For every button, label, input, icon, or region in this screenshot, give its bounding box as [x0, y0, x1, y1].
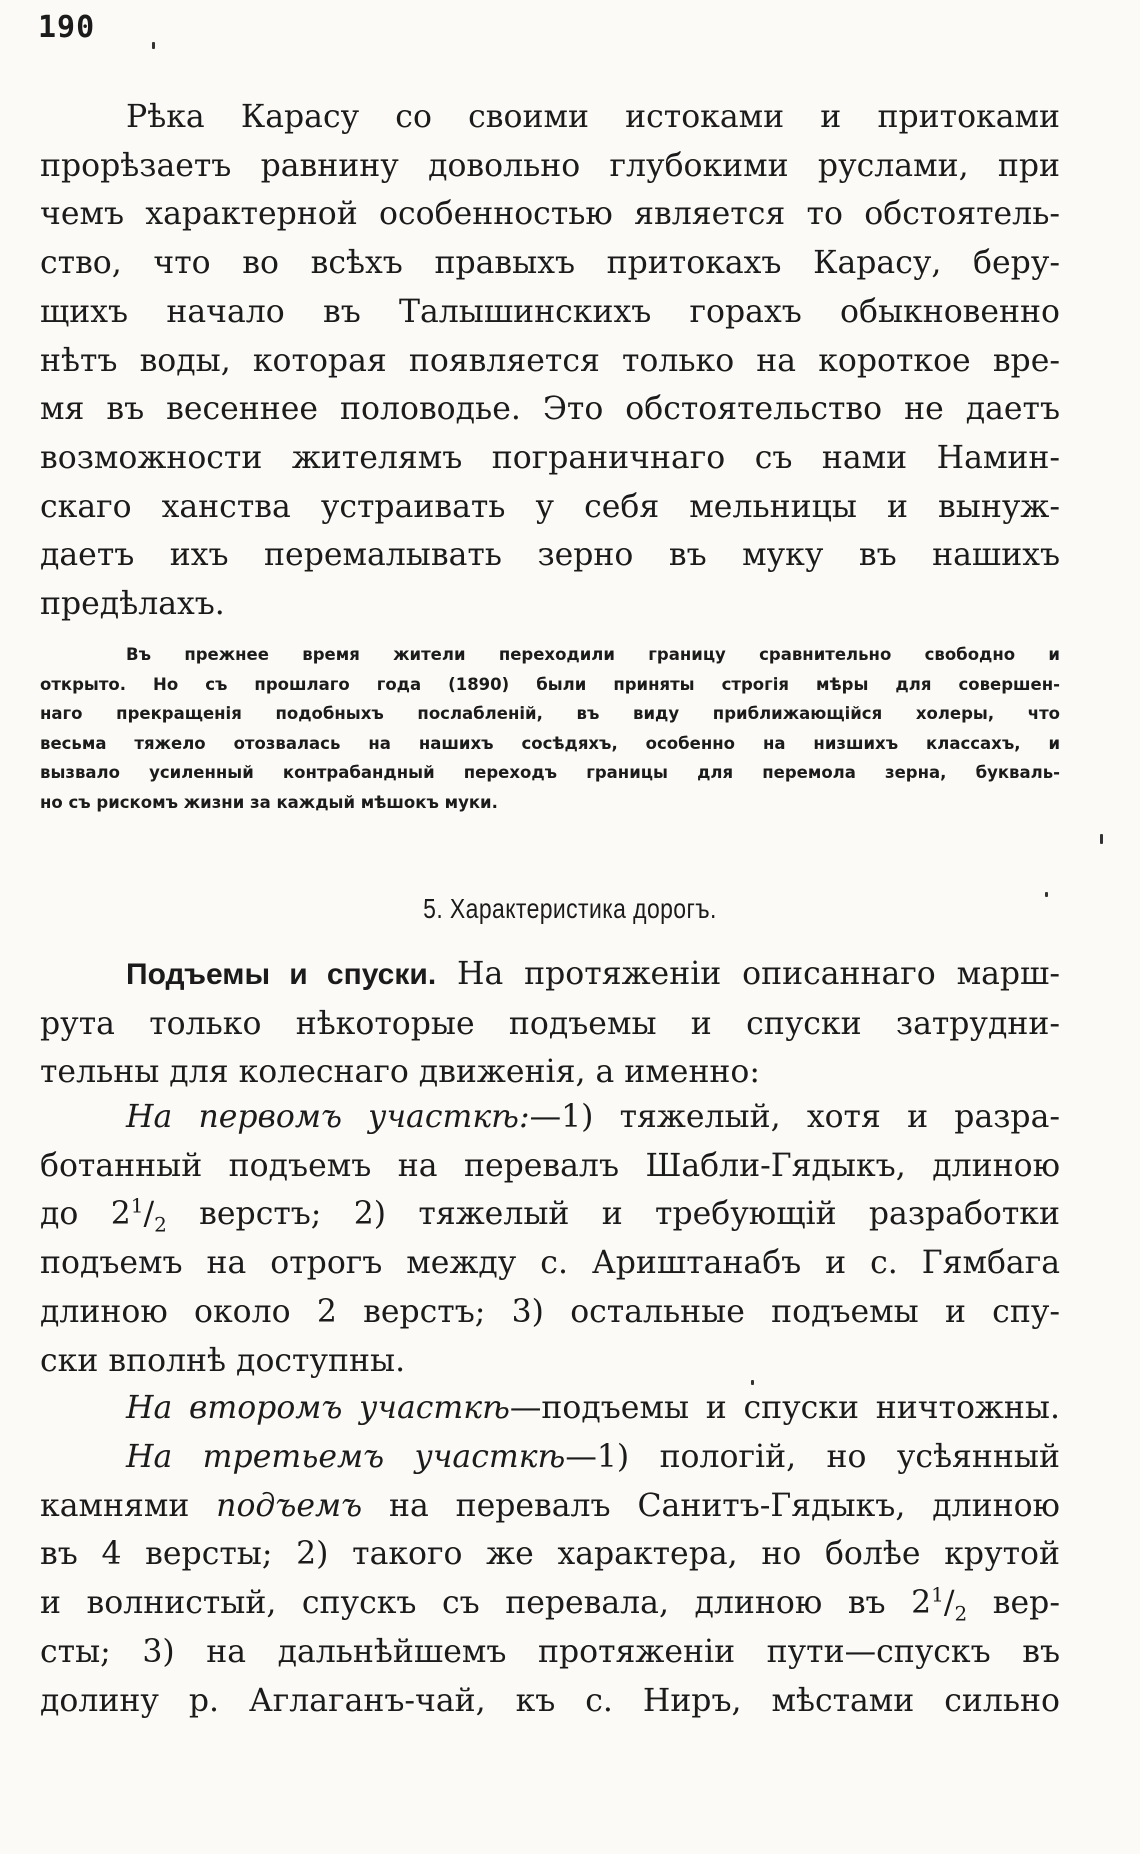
text-fragment: до 2 [40, 1196, 131, 1233]
text-fragment: и волнистый, спускъ съ перевала, длиною въ 2 [40, 1585, 932, 1622]
text-line: рута только нѣкоторые подъемы и спуски затрудни- [40, 1005, 1060, 1042]
footnote-line: Въ прежнее время жители переходили границу сравнительно свободно и [126, 645, 1060, 664]
footnote-line: наго прекращенія подобныхъ послабленій, въ виду приближающійся холеры, что [40, 704, 1060, 723]
text-line: подъемъ на отрогъ между с. Ариштанабъ и с. Гямбага [40, 1245, 1060, 1282]
fraction-denominator: 2 [954, 1601, 968, 1626]
text-line: тельны для колеснаго движенія, а именно: [40, 1054, 761, 1091]
footnote-line: вызвало усиленный контрабандный переходъ границы для перемола зерна, букваль- [40, 763, 1060, 782]
page-number: 190 [38, 10, 96, 45]
text-line: долину р. Аглаганъ-чай, къ с. Ниръ, мѣстами сильно [40, 1682, 1060, 1719]
text-fragment: На протяженіи описаннаго марш- [457, 956, 1060, 992]
text-line: ботанный подъемъ на перевалъ Шабли-Гядыкъ, длиною [40, 1147, 1060, 1184]
footnote [40, 640, 1060, 817]
print-speck [1045, 892, 1048, 897]
footnote-line: открыто. Но съ прошлаго года (1890) были приняты строгія мѣры для совершен- [40, 674, 1060, 694]
paragraph-first-section [40, 1093, 1060, 1385]
footnote-line: весьма тяжело отозвалась на нашихъ сосѣдяхъ, особенно на низшихъ классахъ, и [40, 733, 1060, 753]
text-line: прорѣзаетъ равнину довольно глубокими руслами, при [40, 147, 1060, 184]
section-label: На третьемъ участкѣ [126, 1439, 566, 1475]
footnote-line: но съ рискомъ жизни за каждый мѣшокъ муки. [40, 792, 498, 812]
text-line: и волнистый, спускъ съ перевала, длиною въ $2^1/_2$ вер- [40, 1582, 1060, 1626]
section-label: На первомъ участкѣ: [126, 1099, 530, 1135]
text-line: ски вполнѣ доступны. [40, 1342, 406, 1379]
text-line: Рѣка Карасу со своими истоками и притоками [126, 99, 1060, 135]
text-line: въ 4 версты; 2) такого же характера, но болѣе крутой [40, 1536, 1060, 1573]
paragraph-third-section [40, 1433, 1060, 1725]
paragraph-karasu [40, 93, 1060, 629]
text-fragment: верстъ; 2) тяжелый и требующій разработки [166, 1196, 1060, 1233]
text-line: предѣлахъ. [40, 586, 225, 623]
text-fragment: —1) тяжелый, хотя и разра- [529, 1099, 1060, 1135]
text-line [40, 950, 1060, 1000]
text-line: чемъ характерной особенностью является то обстоятель- [40, 196, 1060, 233]
text-line [40, 1433, 1060, 1482]
text-line: мя въ весеннее половодье. Это обстоятельство не даетъ [40, 391, 1060, 428]
text-line: длиною около 2 верстъ; 3) остальные подъемы и спу- [40, 1293, 1060, 1330]
text-line: скаго ханства устраивать у себя мельницы и вынуж- [40, 488, 1060, 525]
text-line [40, 1384, 1060, 1433]
text-line: возможности жителямъ пограничнаго съ нами Намин- [40, 439, 1060, 476]
print-speck [1100, 834, 1103, 844]
fraction-numerator: 1 [931, 1582, 944, 1607]
text-fragment: —подъемы и спуски ничтожны. [509, 1390, 1060, 1426]
text-fragment: на перевалъ Санитъ-Гядыкъ, длиною [362, 1487, 1060, 1524]
print-speck [152, 42, 155, 49]
paragraph-ascents-descents [40, 950, 1060, 1097]
section-label: На второмъ участкѣ [126, 1390, 510, 1426]
text-line: нѣтъ воды, которая появляется только на короткое вре- [40, 342, 1060, 379]
text-line [40, 1482, 1060, 1531]
text-fragment: вер- [967, 1585, 1060, 1622]
text-line: даетъ ихъ перемалывать зерно въ муку въ нашихъ [40, 537, 1060, 574]
text-line [40, 1093, 1060, 1142]
text-fragment: камнями [40, 1487, 217, 1524]
runin-heading: Подъемы и спуски. [126, 958, 437, 991]
text-line: сты; 3) на дальнѣйшемъ протяженіи пути—спускъ въ [40, 1633, 1060, 1670]
fraction-denominator: 2 [154, 1212, 167, 1237]
italic-word: подъемъ [216, 1487, 363, 1524]
text-line: до $2^1/_2$ верстъ; 2) тяжелый и требующій разработки [40, 1193, 1060, 1237]
section-title: 5. Характеристика дорогъ. [423, 893, 717, 924]
fraction-numerator: 1 [130, 1193, 144, 1218]
text-line: ство, что во всѣхъ правыхъ притокахъ Карасу, беру- [40, 245, 1060, 282]
text-line: щихъ начало въ Талышинскихъ горахъ обыкновенно [40, 293, 1060, 330]
paragraph-second-section [40, 1384, 1060, 1433]
text-fragment: —1) пологій, но усѣянный [565, 1439, 1060, 1475]
